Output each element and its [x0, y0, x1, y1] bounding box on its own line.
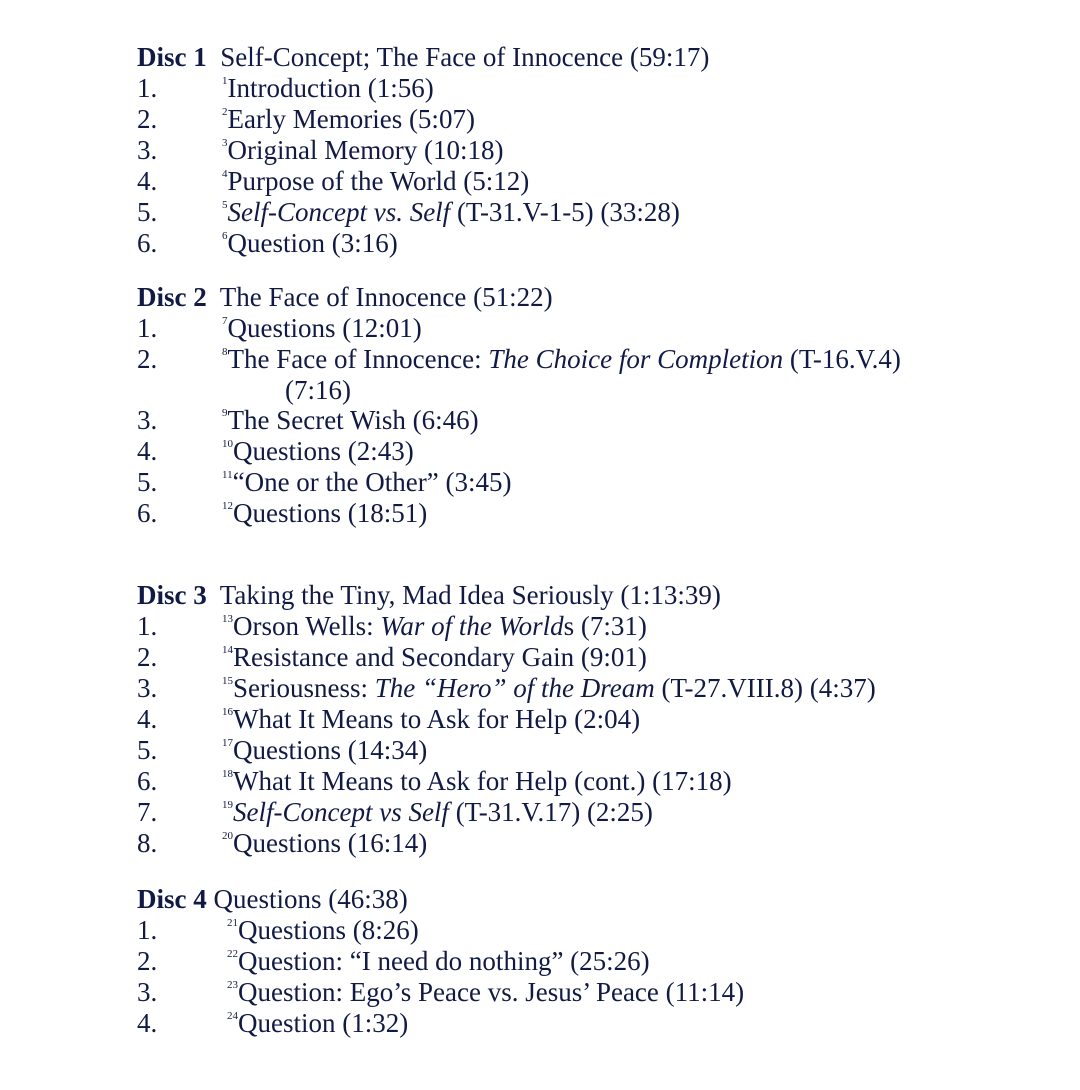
disc-4-section — [137, 884, 745, 1039]
track-row — [137, 735, 721, 766]
track-title — [222, 828, 427, 859]
track-row — [137, 766, 732, 797]
track-title — [222, 405, 479, 436]
footnote-marker: 11 — [222, 469, 233, 481]
track-row — [137, 498, 553, 529]
title-part: Original Memory (10:18) — [227, 135, 504, 165]
track-row — [137, 673, 876, 704]
disc-header — [137, 42, 709, 73]
track-title — [222, 73, 434, 104]
track-number: 4. — [137, 436, 158, 466]
track-number: 6. — [137, 766, 158, 796]
track-number: 8. — [137, 828, 158, 858]
track-row — [137, 166, 709, 197]
track-number: 6. — [137, 498, 158, 528]
track-row — [137, 313, 553, 344]
track-row — [137, 104, 709, 135]
track-row — [137, 73, 709, 104]
track-row — [137, 977, 745, 1008]
footnote-marker: 13 — [222, 613, 233, 625]
track-title — [222, 766, 732, 797]
title-part: Questions (8:26) — [238, 915, 419, 945]
disc-title: Taking the Tiny, Mad Idea Seriously (1:13:39) — [219, 580, 721, 610]
track-title — [222, 704, 640, 735]
track-number: 1. — [137, 611, 158, 641]
track-title — [222, 104, 475, 135]
track-number: 2. — [137, 946, 158, 976]
track-title — [222, 166, 529, 197]
footnote-marker: 6 — [222, 230, 228, 242]
footnote-marker: 24 — [227, 1010, 238, 1022]
track-title — [227, 915, 419, 946]
track-title — [222, 611, 647, 642]
footnote-marker: 19 — [222, 799, 233, 811]
track-list — [137, 611, 876, 859]
title-part: Resistance and Secondary Gain (9:01) — [233, 642, 647, 672]
footnote-marker: 8 — [222, 346, 228, 358]
footnote-marker: 23 — [227, 979, 238, 991]
title-part: Question: “I need do nothing” (25:26) — [238, 946, 650, 976]
footnote-marker: 4 — [222, 168, 228, 180]
title-part: s (7:31) — [563, 611, 647, 641]
track-continuation — [137, 375, 553, 405]
track-duration: (7:16) — [285, 375, 351, 405]
track-row — [137, 436, 553, 467]
footnote-marker: 18 — [222, 768, 233, 780]
disc-header — [137, 282, 553, 313]
footnote-marker: 10 — [222, 438, 233, 450]
track-row — [137, 467, 553, 498]
footnote-marker: 1 — [222, 75, 228, 87]
disc-label: Disc 1 — [137, 42, 207, 72]
disc-header — [137, 884, 408, 915]
track-title — [222, 673, 876, 704]
track-number: 3. — [137, 405, 158, 435]
title-part: Question (1:32) — [238, 1008, 409, 1038]
disc-2-section — [137, 282, 901, 529]
footnote-marker: 5 — [222, 199, 228, 211]
footnote-marker: 7 — [222, 315, 228, 327]
title-part: (T-31.V-1-5) (33:28) — [450, 197, 680, 227]
title-part: Early Memories (5:07) — [227, 104, 475, 134]
track-title — [222, 642, 647, 673]
track-number: 2. — [137, 344, 158, 374]
track-row — [137, 197, 709, 228]
title-part: (T-27.VIII.8) (4:37) — [654, 673, 876, 703]
track-list — [137, 915, 745, 1039]
footnote-marker: 3 — [222, 137, 228, 149]
disc-title: Self-Concept; The Face of Innocence (59:17) — [220, 42, 710, 72]
title-part: What It Means to Ask for Help (cont.) (17:18) — [233, 766, 732, 796]
track-row — [137, 828, 721, 859]
track-title — [222, 197, 680, 228]
track-title — [222, 735, 427, 766]
italic-title-part: The “Hero” of the Dream — [374, 673, 655, 703]
title-part: Orson Wells: — [233, 611, 381, 641]
track-row — [137, 405, 553, 436]
disc-label: Disc 4 — [137, 884, 207, 914]
track-row — [137, 797, 721, 828]
track-list — [137, 313, 901, 529]
title-part: The Face of Innocence: — [227, 344, 489, 374]
track-number: 1. — [137, 915, 158, 945]
track-number: 2. — [137, 104, 158, 134]
track-number: 3. — [137, 135, 158, 165]
title-part: Questions (2:43) — [233, 436, 414, 466]
footnote-marker: 15 — [222, 675, 233, 687]
track-number: 3. — [137, 673, 158, 703]
track-row — [137, 135, 709, 166]
track-title — [222, 313, 422, 344]
footnote-marker: 9 — [222, 407, 228, 419]
track-row — [137, 946, 650, 977]
footnote-marker: 14 — [222, 644, 233, 656]
italic-title-part: Self-Concept vs Self — [233, 797, 449, 827]
italic-title-part: The Choice for Completion — [488, 344, 784, 374]
track-title — [222, 498, 427, 529]
track-title — [222, 344, 901, 375]
track-number: 5. — [137, 735, 158, 765]
track-row — [137, 1008, 408, 1039]
disc-label: Disc 3 — [137, 580, 207, 610]
track-row — [137, 611, 721, 642]
title-part: The Secret Wish (6:46) — [227, 405, 479, 435]
track-row — [137, 915, 419, 946]
track-number: 4. — [137, 166, 158, 196]
disc-1-section — [137, 42, 709, 259]
track-number: 1. — [137, 73, 158, 103]
track-number: 3. — [137, 977, 158, 1007]
track-title — [222, 135, 503, 166]
disc-header — [137, 580, 721, 611]
track-title — [222, 228, 398, 259]
title-part: (T-31.V.17) (2:25) — [448, 797, 653, 827]
track-number: 5. — [137, 197, 158, 227]
disc-title: The Face of Innocence (51:22) — [219, 282, 553, 312]
track-row — [137, 642, 721, 673]
track-title — [222, 467, 511, 498]
footnote-marker: 17 — [222, 737, 233, 749]
footnote-marker: 20 — [222, 830, 233, 842]
title-part: Question (3:16) — [227, 228, 398, 258]
track-number: 4. — [137, 1008, 158, 1038]
title-part: Purpose of the World (5:12) — [227, 166, 530, 196]
title-part: (T-16.V.4) — [783, 344, 901, 374]
title-part: “One or the Other” (3:45) — [232, 467, 512, 497]
footnote-marker: 22 — [227, 948, 238, 960]
disc-title: Questions (46:38) — [213, 884, 408, 914]
title-part: Questions (12:01) — [227, 313, 422, 343]
track-title — [222, 797, 653, 828]
italic-title-part: War of the World — [380, 611, 564, 641]
footnote-marker: 12 — [222, 500, 233, 512]
title-part: Questions (16:14) — [233, 828, 428, 858]
track-number: 7. — [137, 797, 158, 827]
track-row — [137, 704, 721, 735]
footnote-marker: 21 — [227, 917, 238, 929]
track-number: 2. — [137, 642, 158, 672]
track-number: 4. — [137, 704, 158, 734]
track-number: 6. — [137, 228, 158, 258]
track-number: 1. — [137, 313, 158, 343]
track-title — [227, 1008, 408, 1039]
title-part: Question: Ego’s Peace vs. Jesus’ Peace (11:14) — [238, 977, 745, 1007]
title-part: Introduction (1:56) — [227, 73, 434, 103]
track-row — [137, 228, 709, 259]
italic-title-part: Self-Concept vs. Self — [227, 197, 451, 227]
track-row — [137, 344, 901, 375]
track-list — [137, 73, 709, 259]
disc-3-section — [137, 580, 876, 859]
footnote-marker: 2 — [222, 106, 228, 118]
title-part: Questions (18:51) — [233, 498, 428, 528]
track-title — [222, 436, 414, 467]
title-part: Questions (14:34) — [233, 735, 428, 765]
track-title — [227, 946, 650, 977]
disc-label: Disc 2 — [137, 282, 207, 312]
footnote-marker: 16 — [222, 706, 233, 718]
track-number: 5. — [137, 467, 158, 497]
title-part: Seriousness: — [233, 673, 375, 703]
track-title — [227, 977, 744, 1008]
title-part: What It Means to Ask for Help (2:04) — [233, 704, 641, 734]
